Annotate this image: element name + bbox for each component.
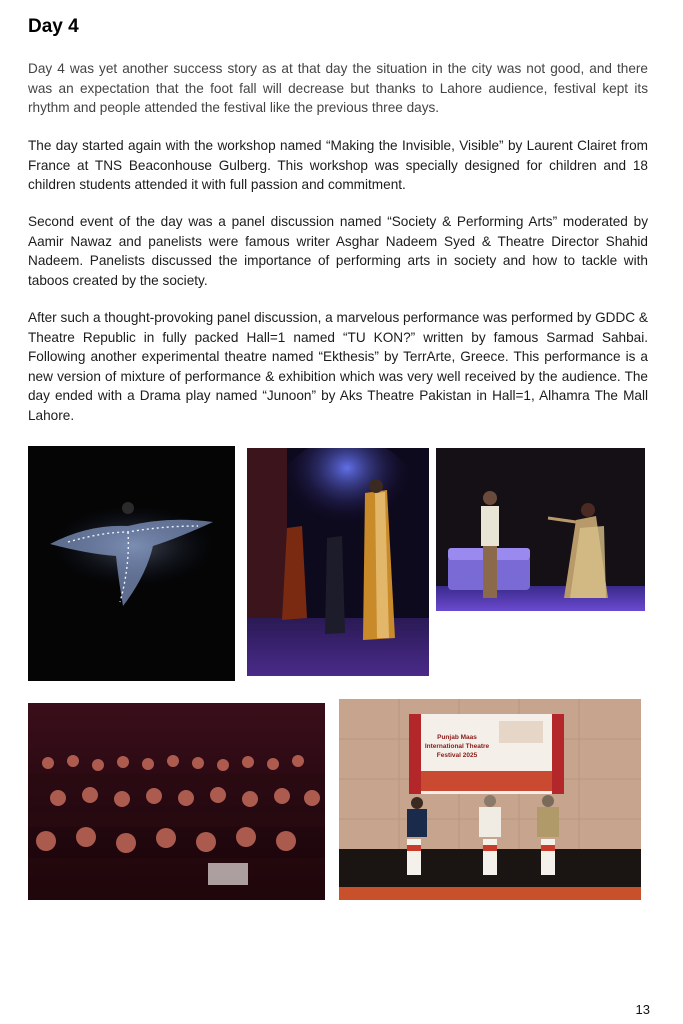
paragraph-workshop: The day started again with the workshop named “Making the Invisible, Visible” by Laurent Clairet from France at TNS Beaconhouse Gulberg. This workshop was specially designed for children and 18 children students attended it with full passion and commitment. xyxy=(28,138,648,192)
paragraph-performances: After such a thought-provoking panel discussion, a marvelous performance was performed by GDDC & Theatre Republic in fully packed Hall=1 named “TU KON?” written by famous Sarmad Sahbai. Following another experimental theatre named “Ekthesis” by TerrArte, Greece. This performance is a new version of mixture of performance & exhibition which was very well received by the audience. The day ended with a Drama play named “Junoon” by Aks Theatre Pakistan in Hall=1, Alhamra The Mall Lahore. xyxy=(28,310,648,423)
photo-panel-discussion xyxy=(339,699,641,900)
photo-two-actors xyxy=(436,448,645,611)
page-heading: Day 4 xyxy=(28,16,79,37)
paragraph-panel: Second event of the day was a panel discussion named “Society & Performing Arts” moderated by Aamir Nawaz and panelists were famous writer Asghar Nadeem Syed & Theatre Director Shahid Nadeem. Panelists discussed the importance of performing arts in society and how to tackle with taboos created by the society. xyxy=(28,214,648,288)
photo-audience xyxy=(28,703,325,900)
page-number: 13 xyxy=(635,1002,650,1017)
photo-stage-blue-smoke xyxy=(247,448,429,676)
banner-line-1: Punjab Maas xyxy=(437,734,477,741)
banner-line-2: International Theatre xyxy=(424,743,490,750)
paragraph-intro: Day 4 was yet another success story as at that day the situation in the city was not good, and there was an expectation that the foot fall will decrease but thanks to Lahore audience, festival kept its rhythm and people attended the festival like the previous three days. xyxy=(28,61,648,115)
banner-line-3: Festival 2025 xyxy=(436,752,478,759)
photo-led-performer xyxy=(28,446,235,681)
